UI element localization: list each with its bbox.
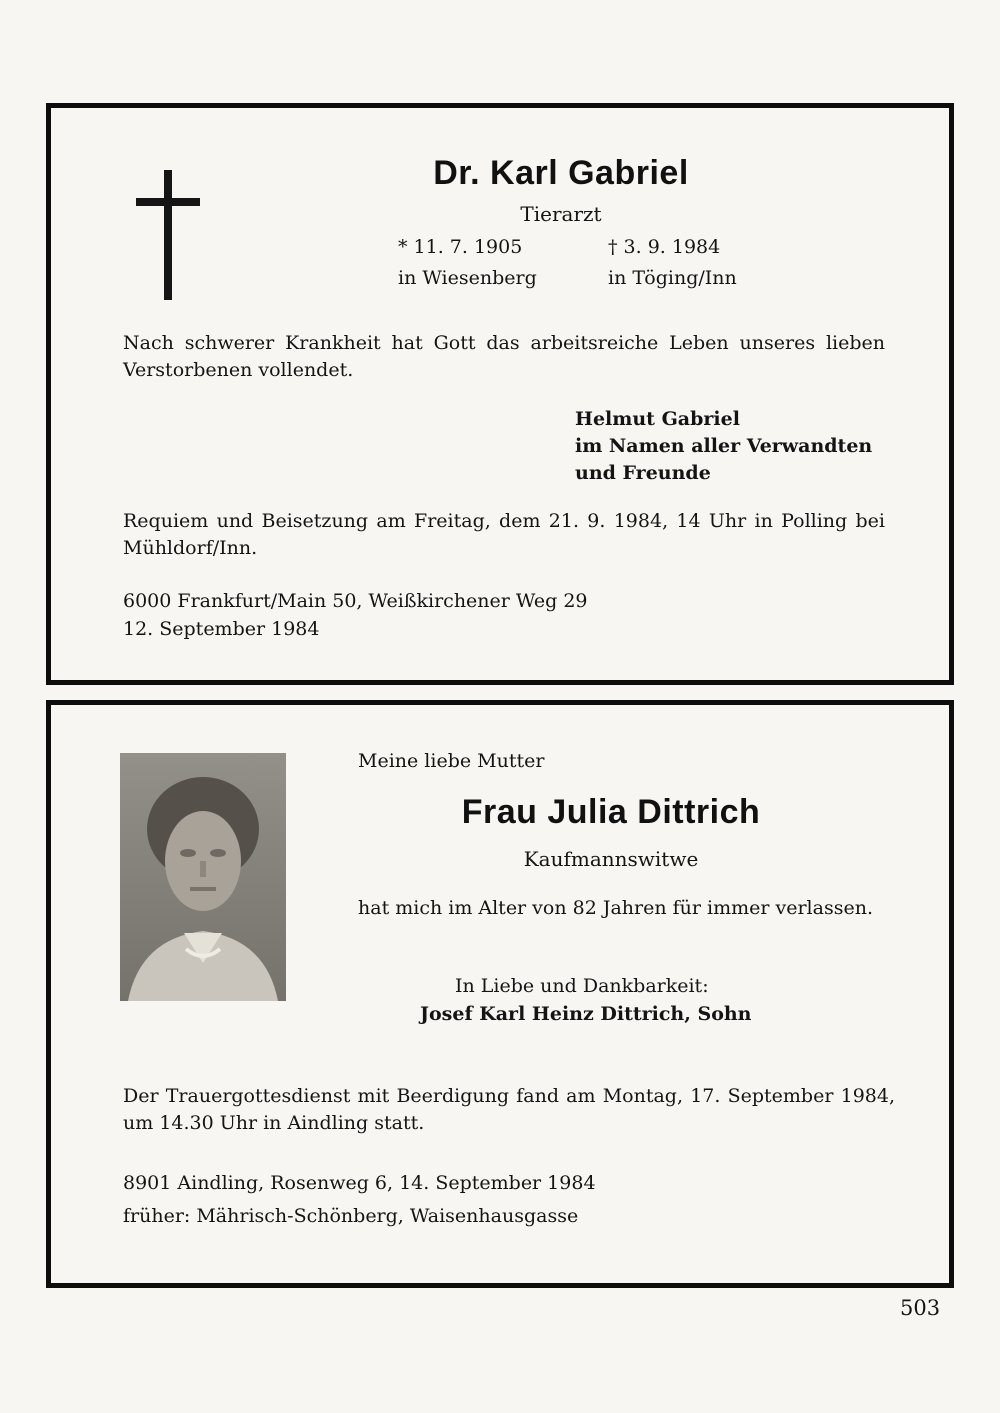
death-date: † 3. 9. 1984 — [608, 236, 721, 258]
mourner-line: im Namen aller Verwandten — [575, 435, 873, 457]
former-residence: früher: Mährisch-Schönberg, Waisenhausgasse — [123, 1205, 579, 1227]
mourner-line: und Freunde — [575, 462, 711, 484]
deceased-profession: Tierarzt — [520, 202, 602, 226]
address-line: 8901 Aindling, Rosenweg 6, 14. September 1984 — [123, 1172, 596, 1194]
mourner-line: Josef Karl Heinz Dittrich, Sohn — [420, 1003, 752, 1025]
deceased-name: Dr. Karl Gabriel — [433, 154, 689, 192]
birth-date: * 11. 7. 1905 — [398, 236, 523, 258]
notice-date: 12. September 1984 — [123, 618, 320, 640]
obituary-notice-dittrich — [46, 700, 954, 1288]
obituary-body-text: hat mich im Alter von 82 Jahren für immer verlassen. — [358, 897, 873, 919]
deceased-status: Kaufmannswitwe — [523, 847, 699, 871]
death-place: in Töging/Inn — [608, 267, 737, 289]
page-number: 503 — [900, 1296, 941, 1320]
birth-place: in Wiesenberg — [398, 267, 537, 289]
portrait-photo — [120, 753, 286, 1001]
deceased-name: Frau Julia Dittrich — [461, 793, 761, 831]
mourners-block — [575, 406, 895, 487]
obituary-notice-gabriel — [46, 103, 954, 685]
birth-death-dates — [398, 232, 818, 294]
cross-icon — [116, 170, 206, 300]
mourner-intro: In Liebe und Dankbarkeit: — [455, 975, 709, 997]
obituary-body-text: Nach schwerer Krankheit hat Gott das arbeitsreiche Leben unseres lieben Verstorbenen vollendet. — [123, 332, 885, 381]
mourner-line: Helmut Gabriel — [575, 408, 740, 430]
notice-intro: Meine liebe Mutter — [358, 750, 545, 772]
funeral-info: Requiem und Beisetzung am Freitag, dem 21. 9. 1984, 14 Uhr in Polling bei Mühldorf/Inn. — [123, 510, 885, 559]
address-line: 6000 Frankfurt/Main 50, Weißkirchener Weg 29 — [123, 590, 588, 612]
funeral-info: Der Trauergottesdienst mit Beerdigung fand am Montag, 17. September 1984, um 14.30 Uhr in Aindling statt. — [123, 1085, 895, 1134]
